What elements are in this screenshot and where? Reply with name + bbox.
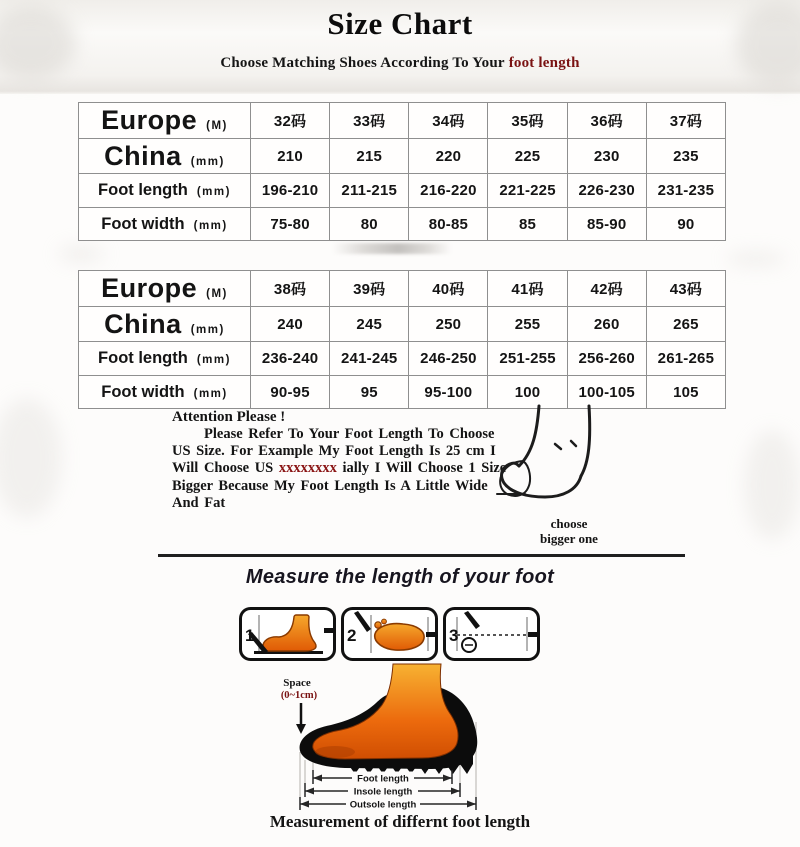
size-cell: 235 bbox=[646, 139, 725, 174]
foot-sketch-illustration bbox=[495, 404, 631, 522]
step-number: 2 bbox=[347, 626, 357, 645]
row-label-cell bbox=[79, 342, 251, 376]
size-cell: 246-250 bbox=[409, 342, 488, 376]
size-cell: 250 bbox=[409, 307, 488, 342]
subtitle-text: Choose Matching Shoes According To Your bbox=[220, 55, 505, 71]
size-cell: 36码 bbox=[567, 103, 646, 139]
toe-shading bbox=[315, 746, 355, 758]
dim-arrowhead bbox=[443, 775, 452, 782]
size-cell: 85-90 bbox=[567, 208, 646, 241]
size-cell: 95 bbox=[330, 376, 409, 409]
row-unit: (mm) bbox=[190, 323, 225, 336]
toe-dot bbox=[382, 619, 387, 624]
size-cell: 33码 bbox=[330, 103, 409, 139]
section-divider bbox=[158, 554, 685, 557]
size-cell: 256-260 bbox=[567, 342, 646, 376]
dim-arrowhead bbox=[451, 788, 460, 795]
size-cell: 38码 bbox=[251, 271, 330, 307]
dim-arrowhead bbox=[305, 788, 314, 795]
attention-line bbox=[172, 460, 532, 477]
size-cell: 37码 bbox=[646, 103, 725, 139]
foot-sole-line bbox=[502, 463, 581, 497]
row-unit: (mm) bbox=[190, 155, 225, 168]
size-cell: 35码 bbox=[488, 103, 567, 139]
page-title: Size Chart bbox=[327, 6, 473, 41]
attention-line: Please Refer To Your Foot Length To Choose bbox=[204, 426, 495, 442]
row-unit: (mm) bbox=[193, 219, 228, 232]
size-cell: 80-85 bbox=[409, 208, 488, 241]
row-label: Europe bbox=[101, 105, 198, 135]
page-subtitle bbox=[0, 55, 800, 72]
size-cell: 95-100 bbox=[409, 376, 488, 409]
size-cell: 230 bbox=[567, 139, 646, 174]
note-line: choose bbox=[550, 516, 588, 531]
table-row bbox=[79, 307, 726, 342]
size-cell: 215 bbox=[330, 139, 409, 174]
size-cell: 80 bbox=[330, 208, 409, 241]
size-cell: 231-235 bbox=[646, 174, 725, 208]
table-row bbox=[79, 103, 726, 139]
size-table-lower bbox=[78, 270, 726, 409]
row-label-cell bbox=[79, 307, 251, 342]
dim-arrowhead bbox=[300, 801, 309, 808]
size-cell: 221-225 bbox=[488, 174, 567, 208]
size-cell: 241-245 bbox=[330, 342, 409, 376]
size-cell: 40码 bbox=[409, 271, 488, 307]
row-unit: (M) bbox=[206, 120, 228, 132]
measure-step-1-illustration bbox=[239, 607, 336, 661]
size-cell: 32码 bbox=[251, 103, 330, 139]
size-cell: 41码 bbox=[488, 271, 567, 307]
row-label: Europe bbox=[101, 273, 198, 303]
subtitle-highlight: foot length bbox=[508, 55, 580, 71]
row-label-cell bbox=[79, 376, 251, 409]
size-cell: 261-265 bbox=[646, 342, 725, 376]
edge-blotch bbox=[58, 246, 104, 262]
size-cell: 42码 bbox=[567, 271, 646, 307]
size-cell: 75-80 bbox=[251, 208, 330, 241]
attention-line-part: ially I Will Choose 1 Size bbox=[336, 460, 507, 477]
size-cell: 85 bbox=[488, 208, 567, 241]
size-cell: 90-95 bbox=[251, 376, 330, 409]
edge-blotch bbox=[744, 430, 800, 540]
size-cell: 220 bbox=[409, 139, 488, 174]
row-unit: (mm) bbox=[196, 354, 231, 366]
attention-line: Bigger Because My Foot Length Is A Little Wide bbox=[172, 477, 488, 494]
measure-heading: Measure the length of your foot bbox=[245, 566, 555, 588]
ankle-tick bbox=[571, 441, 576, 446]
size-cell: 265 bbox=[646, 307, 725, 342]
step-number: 1 bbox=[245, 626, 255, 645]
watermark-smudge bbox=[332, 243, 452, 254]
row-label: Foot length bbox=[98, 181, 188, 199]
foot-shape bbox=[313, 664, 458, 759]
row-label-cell bbox=[79, 103, 251, 139]
size-cell: 216-220 bbox=[409, 174, 488, 208]
size-cell: 100-105 bbox=[567, 376, 646, 409]
size-cell: 210 bbox=[251, 139, 330, 174]
size-cell: 226-230 bbox=[567, 174, 646, 208]
edge-blotch bbox=[726, 252, 786, 266]
space-arrowhead bbox=[296, 724, 306, 734]
attention-line: US Size. For Example My Foot Length Is 25 cm I bbox=[172, 443, 496, 460]
size-cell: 255 bbox=[488, 307, 567, 342]
row-label-cell bbox=[79, 174, 251, 208]
row-label: Foot width bbox=[101, 214, 185, 233]
foot-back-line bbox=[581, 406, 590, 476]
size-cell: 225 bbox=[488, 139, 567, 174]
size-cell: 100 bbox=[488, 376, 567, 409]
table-row bbox=[79, 342, 726, 376]
table-row bbox=[79, 174, 726, 208]
table-row bbox=[79, 208, 726, 241]
step-number: 3 bbox=[449, 626, 459, 645]
row-label-cell bbox=[79, 139, 251, 174]
row-label: China bbox=[104, 308, 182, 339]
size-cell: 196-210 bbox=[251, 174, 330, 208]
edge-blotch bbox=[0, 398, 62, 518]
foot-front-line bbox=[519, 406, 539, 466]
row-unit: (M) bbox=[206, 288, 228, 300]
size-table-upper bbox=[78, 102, 726, 241]
foot-length-diagram bbox=[253, 656, 578, 812]
dim-arrowhead bbox=[467, 801, 476, 808]
attention-line: And Fat bbox=[172, 494, 226, 511]
attention-redacted-size: xxxxxxxx bbox=[278, 460, 337, 477]
row-unit: (mm) bbox=[193, 387, 228, 400]
row-label: Foot length bbox=[98, 349, 188, 367]
ankle-tick bbox=[555, 444, 561, 449]
size-cell: 260 bbox=[567, 307, 646, 342]
size-cell: 39码 bbox=[330, 271, 409, 307]
space-label: Space bbox=[283, 677, 311, 689]
size-cell: 211-215 bbox=[330, 174, 409, 208]
wall-mark bbox=[324, 628, 333, 633]
size-cell: 236-240 bbox=[251, 342, 330, 376]
row-unit: (mm) bbox=[196, 186, 231, 198]
table-row bbox=[79, 271, 726, 307]
wall-mark bbox=[528, 632, 537, 637]
dim-label-insole-length: Insole length bbox=[353, 786, 413, 798]
size-cell: 240 bbox=[251, 307, 330, 342]
size-cell: 43码 bbox=[646, 271, 725, 307]
dim-arrowhead bbox=[313, 775, 322, 782]
dim-label-outsole-length: Outsole length bbox=[349, 799, 417, 811]
wall-mark bbox=[426, 632, 435, 637]
row-label-cell bbox=[79, 208, 251, 241]
table-row bbox=[79, 139, 726, 174]
size-cell: 251-255 bbox=[488, 342, 567, 376]
attention-line-part: Will Choose US bbox=[172, 460, 279, 477]
attention-heading: Attention Please ! bbox=[172, 409, 286, 425]
row-label: China bbox=[104, 140, 182, 171]
choose-bigger-note bbox=[524, 516, 614, 546]
diagram-caption: Measurement of differnt foot length bbox=[269, 812, 531, 831]
measure-step-2-illustration bbox=[341, 607, 438, 661]
row-label: Foot width bbox=[101, 382, 185, 401]
size-cell: 245 bbox=[330, 307, 409, 342]
size-cell: 105 bbox=[646, 376, 725, 409]
attention-paragraph bbox=[172, 426, 532, 512]
size-cell: 90 bbox=[646, 208, 725, 241]
note-line: bigger one bbox=[540, 531, 598, 546]
footprint-shape bbox=[375, 624, 424, 651]
space-range-label: (0~1cm) bbox=[280, 690, 318, 701]
row-label-cell bbox=[79, 271, 251, 307]
measure-step-3-illustration bbox=[443, 607, 540, 661]
size-cell: 34码 bbox=[409, 103, 488, 139]
dim-label-foot-length: Foot length bbox=[357, 773, 409, 785]
